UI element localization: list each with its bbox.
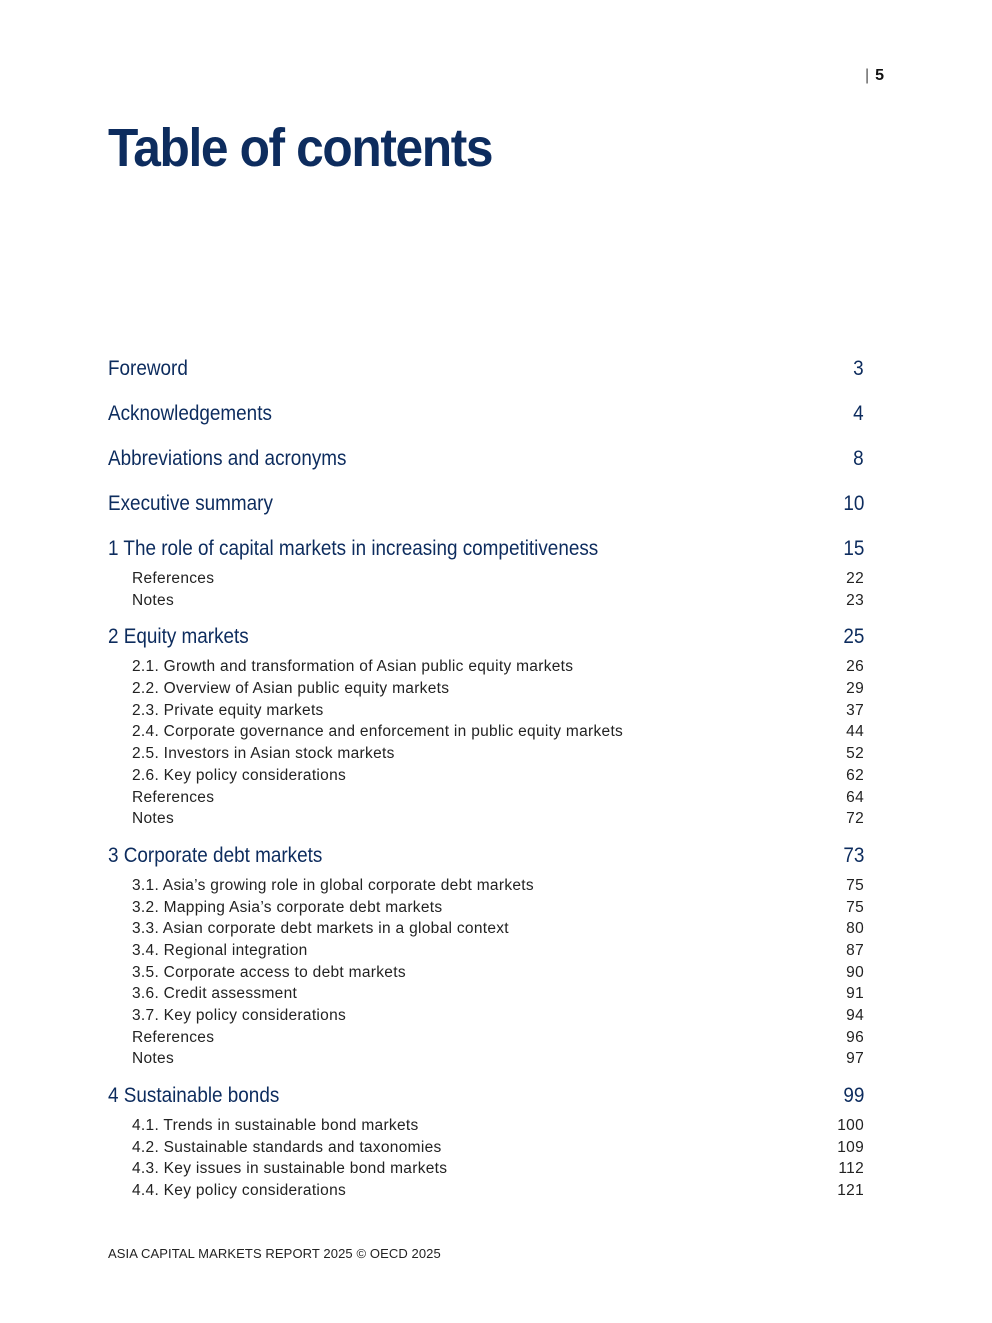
toc-chapter-title: Acknowledgements [108,402,272,425]
toc-subsection-title: Notes [132,591,174,609]
toc-chapter-title: Abbreviations and acronyms [108,447,347,470]
toc-chapter-title: 2 Equity markets [108,625,249,649]
toc-subsection-page: 109 [837,1138,864,1156]
toc-subsection-link[interactable] [108,721,864,743]
toc-subsection-link[interactable] [108,678,864,700]
toc-subsection-title: Notes [132,1050,174,1068]
table-of-contents [108,354,864,1202]
toc-chapter-title: Foreword [108,357,188,380]
toc-subsection-page: 72 [846,810,864,828]
toc-subsection-link[interactable] [108,1005,864,1027]
toc-subsection-page: 90 [846,963,864,981]
header-separator: | [864,67,870,84]
toc-subsection-title: References [132,788,215,806]
toc-subsection-link[interactable] [108,918,864,940]
toc-chapter-link[interactable] [108,534,864,568]
page-footer: ASIA CAPITAL MARKETS REPORT 2025 © OECD 2025 [108,1246,441,1261]
toc-subsection-link[interactable] [108,700,864,722]
toc-subsection-link[interactable] [108,765,864,787]
toc-chapter-title: 4 Sustainable bonds [108,1084,280,1108]
toc-subsection-link[interactable] [108,656,864,678]
toc-section [108,622,864,830]
toc-section [108,1081,864,1202]
toc-subsection-link[interactable] [108,568,864,590]
toc-subsection-title: 3.5. Corporate access to debt markets [132,963,406,981]
toc-subsection-page: 87 [846,941,864,959]
toc-subsection-title: 3.2. Mapping Asia’s corporate debt markets [132,898,443,916]
toc-subsection-page: 23 [846,591,864,609]
toc-subsection-title: 3.7. Key policy considerations [132,1007,347,1024]
toc-subsection-link[interactable] [108,940,864,962]
toc-subsection-title: 4.2. Sustainable standards and taxonomies [132,1138,442,1156]
toc-section [108,444,864,478]
toc-subsection-page: 44 [846,723,864,741]
toc-subsection-title: 2.1. Growth and transformation of Asian public equity markets [132,658,574,676]
toc-chapter-title: 3 Corporate debt markets [108,843,323,867]
toc-chapter-link[interactable] [108,354,864,388]
toc-subsection-link[interactable] [108,787,864,809]
toc-subsection-page: 94 [846,1007,864,1024]
page-title: Table of contents [108,118,493,178]
toc-section [108,841,864,1070]
toc-subsection-title: 2.4. Corporate governance and enforcement in public equity markets [132,723,624,741]
toc-subsection-link[interactable] [108,808,864,830]
toc-subsection-page: 100 [837,1117,864,1135]
toc-subsection-link[interactable] [108,1048,864,1070]
toc-subsection-title: 4.3. Key issues in sustainable bond markets [132,1160,448,1178]
page-number-value: 5 [875,67,884,84]
toc-subsection-title: 2.3. Private equity markets [132,701,324,719]
toc-subsection-page: 75 [846,876,864,894]
toc-chapter-page: 8 [853,447,864,470]
toc-section [108,489,864,523]
toc-subsection-link[interactable] [108,897,864,919]
toc-subsection-title: 3.4. Regional integration [132,941,308,959]
toc-subsection-title: 3.6. Credit assessment [132,985,298,1003]
toc-chapter-page: 15 [842,537,864,560]
toc-chapter-page: 25 [842,625,864,649]
toc-subsection-page: 26 [846,658,864,676]
toc-chapter-page: 3 [853,357,864,380]
toc-chapter-title: Executive summary [108,492,273,515]
toc-subsection-title: 4.1. Trends in sustainable bond markets [132,1117,419,1135]
toc-section [108,354,864,388]
toc-subsection-page: 52 [846,745,864,763]
toc-subsection-link[interactable] [108,743,864,765]
toc-subsection-title: References [132,570,215,587]
toc-subsection-link[interactable] [108,1158,864,1180]
toc-subsection-page: 96 [846,1028,864,1046]
toc-chapter-page: 99 [842,1084,864,1108]
toc-subsection-page: 80 [846,920,864,938]
toc-subsection-page: 75 [846,898,864,916]
toc-chapter-link[interactable] [108,399,864,433]
toc-chapter-link[interactable] [108,489,864,523]
toc-subsection-link[interactable] [108,875,864,897]
toc-subsection-page: 121 [837,1182,864,1200]
toc-subsection-link[interactable] [108,590,864,612]
toc-subsection-title: References [132,1028,215,1046]
toc-chapter-link[interactable] [108,622,864,656]
toc-subsection-page: 112 [838,1160,864,1178]
toc-chapter-link[interactable] [108,841,864,875]
toc-subsection-title: 2.6. Key policy considerations [132,766,347,784]
toc-subsection-page: 62 [846,766,864,784]
toc-subsection-link[interactable] [108,1115,864,1137]
toc-subsection-link[interactable] [108,962,864,984]
toc-subsection-page: 64 [846,788,864,806]
toc-chapter-page: 4 [853,402,864,425]
toc-chapter-title: 1 The role of capital markets in increasing competitiveness [108,537,599,560]
toc-subsection-link[interactable] [108,1137,864,1159]
toc-subsection-page: 97 [846,1050,864,1068]
page-number [865,66,884,86]
toc-chapter-page: 73 [842,843,864,867]
toc-subsection-page: 37 [846,701,864,719]
toc-subsection-title: Notes [132,810,174,828]
toc-section [108,399,864,433]
toc-subsection-page: 29 [846,680,864,698]
toc-chapter-page: 10 [842,492,864,515]
toc-subsection-title: 3.3. Asian corporate debt markets in a global context [132,920,509,938]
toc-chapter-link[interactable] [108,444,864,478]
toc-section [108,534,864,611]
toc-subsection-link[interactable] [108,1027,864,1049]
toc-subsection-title: 2.2. Overview of Asian public equity markets [132,680,450,698]
toc-subsection-link[interactable] [108,1180,864,1202]
toc-subsection-title: 3.1. Asia’s growing role in global corporate debt markets [132,876,534,894]
toc-subsection-page: 22 [846,570,864,587]
toc-subsection-title: 4.4. Key policy considerations [132,1182,347,1200]
toc-chapter-link[interactable] [108,1081,864,1115]
toc-subsection-page: 91 [846,985,864,1003]
toc-subsection-link[interactable] [108,983,864,1005]
toc-subsection-title: 2.5. Investors in Asian stock markets [132,745,395,763]
